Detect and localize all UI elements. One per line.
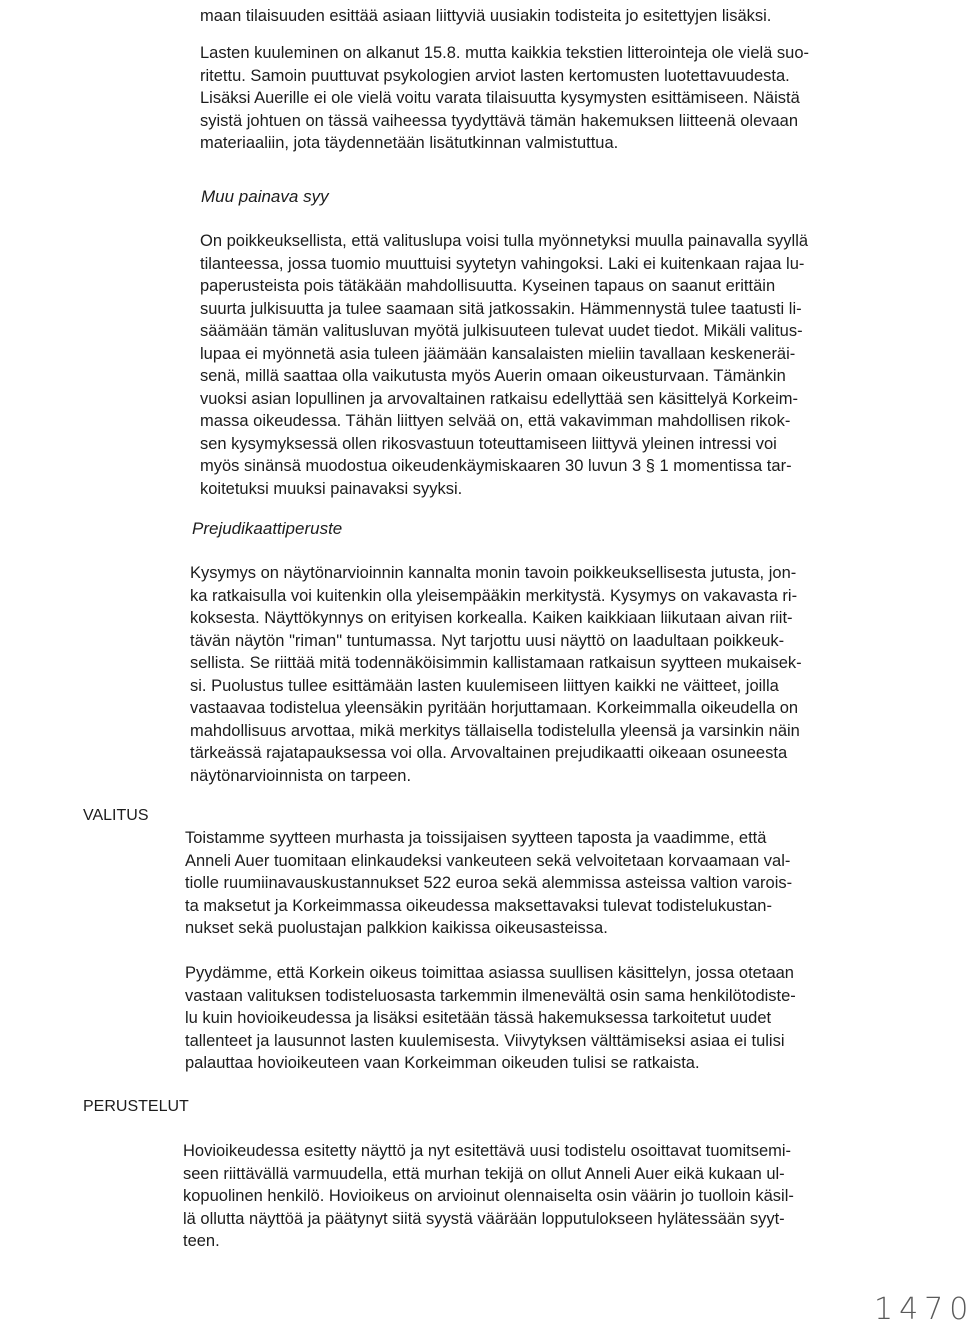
text-line: vastaan valituksen todisteluosasta tarkemmin ilmenevältä osin sama henkilötodiste- xyxy=(185,986,796,1005)
text-line: tilanteessa, jossa tuomio muuttuisi syytetyn vahingoksi. Laki ei kuitenkaan rajaa lu- xyxy=(200,254,805,273)
text-line: materiaaliin, jota täydennetään lisätutkinnan valmistuttua. xyxy=(200,134,619,152)
text-line: paperusteista pois tätäkään mahdollisuutta. Kyseinen tapaus on saanut erittäin xyxy=(200,277,776,295)
prejudikaattiperuste-paragraph xyxy=(190,562,802,787)
text-line: Kysymys on näytönarvioinnin kannalta monin tavoin poikkeuksellisesta jutusta, jon- xyxy=(190,564,797,582)
text-line: ritettu. Samoin puuttuvat psykologien arviot lasten kertomusten luotettavuudesta. xyxy=(200,66,790,85)
text-line: myös sinänsä muodostua oikeudenkäymiskaaren 30 luvun 3 § 1 momentissa tar- xyxy=(200,457,792,475)
text-line: seen riittävällä varmuudella, että murhan tekijä on ollut Anneli Auer eikä kukaan ul- xyxy=(183,1164,785,1183)
perustelut-paragraph xyxy=(183,1140,794,1253)
text-line: Anneli Auer tuomitaan elinkaudeksi vankeuteen sekä velvoitetaan korvaamaan val- xyxy=(185,851,791,870)
text-line: palauttaa hovioikeuteen vaan Korkeimman oikeuden tulisi se ratkaista. xyxy=(185,1054,700,1072)
margin-label-valitus: VALITUS xyxy=(83,807,149,824)
text-line: Hovioikeudessa esitetty näyttö ja nyt esitettävä uusi todistelu osoittavat tuomitsemi- xyxy=(183,1142,792,1160)
text-line: tiolle ruumiinavauskustannukset 522 euroa sekä alemmissa asteissa valtion varois- xyxy=(185,874,793,892)
text-line: sellista. Se riittää mitä todennäköisimmin kallistamaan ratkaisun syytteen mukaisek- xyxy=(190,654,802,672)
text-line: koksesta. Näyttökynnys on erityisen korkealla. Kaiken kaikkiaan liikutaan aivan riit- xyxy=(190,609,793,627)
intro-paragraph-end xyxy=(200,5,771,28)
valitus-paragraph-1 xyxy=(185,827,792,940)
text-line: nukset sekä puolustajan palkkion kaikissa oikeusasteissa. xyxy=(185,919,608,937)
text-line: mahdollisuus arvottaa, mikä merkitys tällaisella todistelulla yleensä ja varsinkin näin xyxy=(190,721,800,740)
text-line: Lasten kuuleminen on alkanut 15.8. mutta kaikkia tekstien litterointeja ole vielä suo- xyxy=(200,44,810,62)
text-line: si. Puolustus tullee esittämään lasten kuulemiseen liittyen kaikki ne väitteet, joilla xyxy=(190,676,779,695)
muu-painava-syy-paragraph xyxy=(200,230,808,500)
text-line: On poikkeuksellista, että valituslupa voisi tulla myönnetyksi muulla painavalla syyllä xyxy=(200,232,809,250)
text-line: ka ratkaisulla voi kuitenkin olla yleisempääkin merkitystä. Kysymys on vakavasta ri- xyxy=(190,586,798,605)
text-line: lupaa ei myönnetä asia tuleen jäämään kansalaisten mieliin tavallaan keskeneräi- xyxy=(200,344,796,363)
text-line: ta maksetut ja Korkeimmassa oikeudessa maksettavaksi tulevat todistelukustan- xyxy=(185,896,772,915)
text-line: vuoksi asian lopullinen ja arvovaltainen ratkaisu edellyttää sen käsittelyä Korkeim- xyxy=(200,389,798,408)
text-line: teen. xyxy=(183,1232,220,1250)
text-line: tärkeässä rajatapauksessa voi olla. Arvovaltainen prejudikaatti oikeaan osuneesta xyxy=(190,744,788,762)
text-line: tallenteet ja lausunnot lasten kuulemisesta. Viivytyksen välttämiseksi asiaa ei tulisi xyxy=(185,1031,785,1050)
text-line: Pyydämme, että Korkein oikeus toimittaa asiassa suullisen käsittelyn, jossa otetaan xyxy=(185,964,794,982)
text-line: lu kuin hovioikeudessa ja lisäksi esitetään tässä hakemuksessa tarkoitetut uudet xyxy=(185,1009,772,1027)
text-line: vastaavaa todistelua yleensäkin pyritään horjuttamaan. Korkeimmalla oikeudella on xyxy=(190,699,799,717)
hearing-paragraph xyxy=(200,42,809,155)
page-number-stamp: 1470 xyxy=(874,1292,974,1327)
text-line: lä ollutta näyttöä ja päätynyt siitä syystä väärään lopputulokseen hylätessään syyt- xyxy=(183,1209,785,1228)
section-heading-prejudikaattiperuste: Prejudikaattiperuste xyxy=(192,519,343,538)
margin-label-perustelut: PERUSTELUT xyxy=(83,1098,189,1115)
text-line: koitetuksi muuksi painavaksi syyksi. xyxy=(200,479,463,498)
text-line: suurta julkisuutta ja tulee saamaan sitä jatkossakin. Hämmennystä tulee taatusti li- xyxy=(200,299,802,318)
text-line: syistä johtuen on tässä vaiheessa tyydyttävä tämän hakemuksen liitteenä olevaan xyxy=(200,111,799,130)
text-line: senä, millä saattaa olla vaikutusta myös Auerin omaan oikeusturvaan. Tämänkin xyxy=(200,367,786,385)
text-line: Toistamme syytteen murhasta ja toissijaisen syytteen taposta ja vaadimme, että xyxy=(185,829,767,847)
section-heading-muu-painava-syy: Muu painava syy xyxy=(201,187,329,206)
text-line: säämään tämän valitusluvan myötä julkisuuteen tulevat uudet tiedot. Mikäli valitus- xyxy=(200,322,803,340)
text-line: näytönarvioinnista on tarpeen. xyxy=(190,766,412,785)
text-line: kopuolinen henkilö. Hovioikeus on arvioinut olennaiselta osin väärin jo tuolloin käsil- xyxy=(183,1187,794,1205)
text-line: tävän näytön "riman" tuntumassa. Nyt tarjottu uusi näyttö on laadultaan poikkeuk- xyxy=(190,631,785,650)
text-line: sen kysymyksessä ollen rikosvastuun toteuttamiseen liittyvä yleinen intressi voi xyxy=(200,434,777,453)
valitus-paragraph-2 xyxy=(185,962,796,1075)
text-line: massa oikeudessa. Tähän liittyen selvää on, että vakavimman mahdollisen rikok- xyxy=(200,412,791,430)
text-line: maan tilaisuuden esittää asiaan liittyviä uusiakin todisteita jo esitettyjen lisäksi. xyxy=(200,7,772,25)
text-line: Lisäksi Auerille ei ole vielä voitu varata tilaisuutta kysymysten esittämiseen. Näistä xyxy=(200,89,800,107)
